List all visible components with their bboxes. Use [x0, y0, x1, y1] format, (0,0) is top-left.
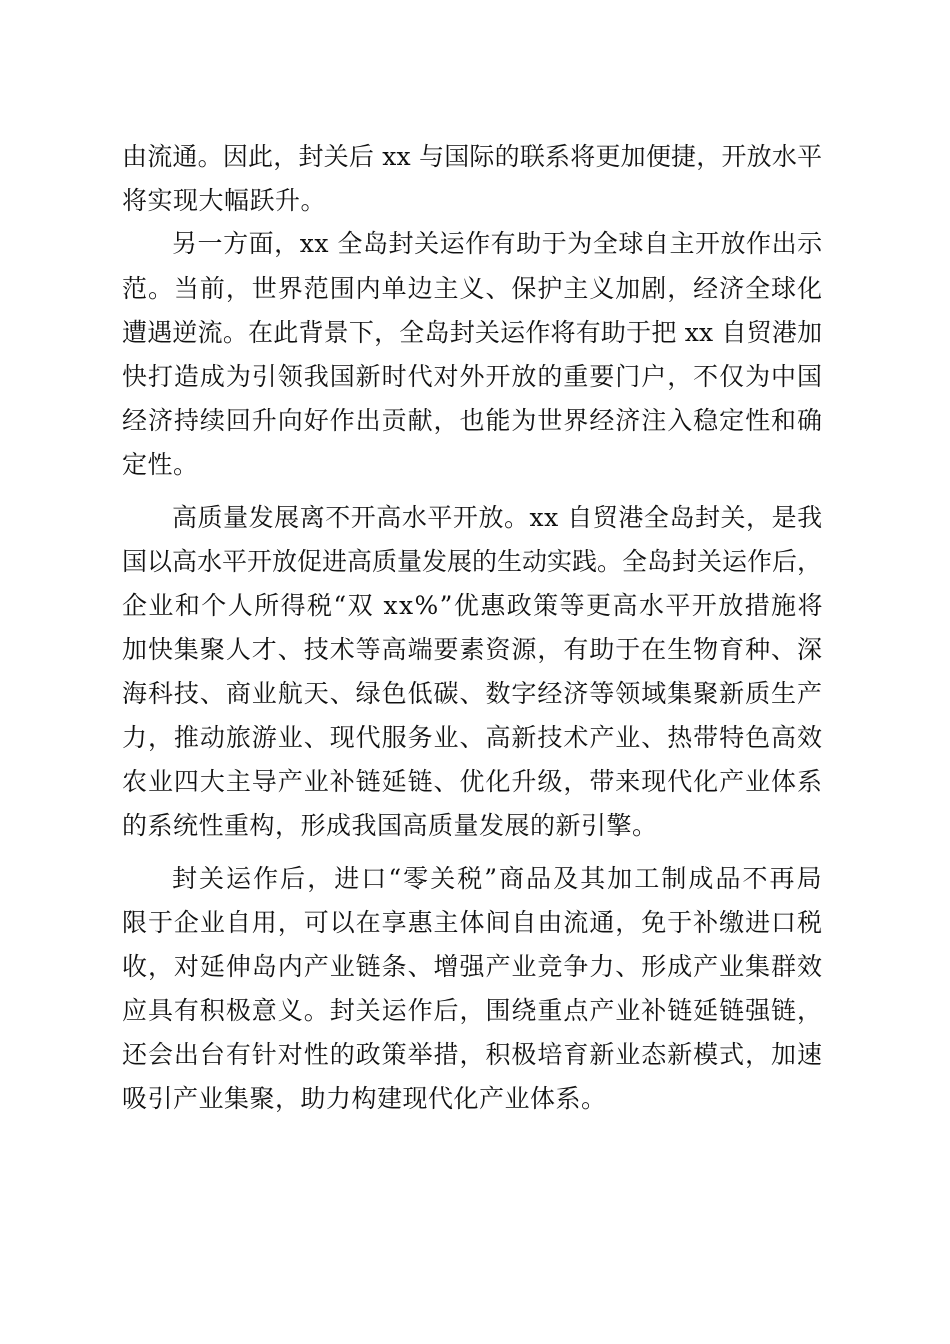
text-line: 国以高水平开放促进高质量发展的生动实践。全岛封关运作后， — [122, 547, 823, 576]
text-line: 农业四大主导产业补链延链、优化升级，带来现代化产业体系 — [122, 767, 823, 796]
text-line: 经济持续回升向好作出贡献，也能为世界经济注入稳定性和确 — [122, 406, 823, 435]
text-line: 快打造成为引领我国新时代对外开放的重要门户，不仅为中国 — [122, 362, 823, 391]
text-line: 遭遇逆流。在此背景下，全岛封关运作将有助于把 xx 自贸港加 — [122, 318, 823, 347]
text-line: 还会出台有针对性的政策举措，积极培育新业态新模式，加速 — [122, 1040, 823, 1069]
text-line: 吸引产业集聚，助力构建现代化产业体系。 — [122, 1084, 607, 1113]
text-line: 限于企业自用，可以在享惠主体间自由流通，免于补缴进口税 — [122, 908, 823, 937]
text-line: 应具有积极意义。封关运作后，围绕重点产业补链延链强链， — [122, 996, 823, 1025]
text-line: 海科技、商业航天、绿色低碳、数字经济等领域集聚新质生产 — [122, 679, 823, 708]
text-line: 的系统性重构，形成我国高质量发展的新引擎。 — [122, 811, 658, 840]
paragraph-first-line: 高质量发展离不开高水平开放。xx 自贸港全岛封关，是我 — [172, 503, 823, 532]
text-line: 力，推动旅游业、现代服务业、高新技术产业、热带特色高效 — [122, 723, 823, 752]
text-line: 范。当前，世界范围内单边主义、保护主义加剧，经济全球化 — [122, 274, 823, 303]
paragraph-first-line: 封关运作后，进口“零关税”商品及其加工制成品不再局 — [172, 864, 824, 893]
text-line: 将实现大幅跃升。 — [122, 186, 327, 215]
text-line: 定性。 — [122, 450, 199, 479]
paragraph-first-line: 另一方面，xx 全岛封关运作有助于为全球自主开放作出示 — [172, 229, 823, 258]
text-line: 由流通。因此，封关后 xx 与国际的联系将更加便捷，开放水平 — [122, 142, 823, 171]
text-line: 收，对延伸岛内产业链条、增强产业竞争力、形成产业集群效 — [122, 952, 823, 981]
text-line: 企业和个人所得税“双 xx%”优惠政策等更高水平开放措施将 — [122, 591, 824, 620]
text-line: 加快集聚人才、技术等高端要素资源，有助于在生物育种、深 — [122, 635, 823, 664]
